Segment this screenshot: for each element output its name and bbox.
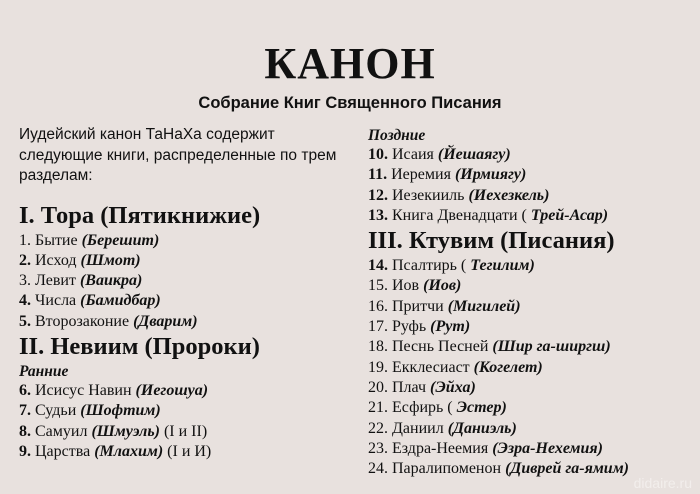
book-name: Иезекииль (392, 186, 469, 204)
book-hebrew-name: (Шофтим) (80, 402, 161, 420)
book-number: 7. (19, 402, 31, 420)
book-number: 8. (19, 422, 31, 440)
book-name: Судьи (35, 402, 81, 420)
book-number: 22. (368, 419, 388, 437)
book-item (368, 297, 688, 317)
book-name: Книга Двенадцати ( (392, 206, 531, 224)
book-item (19, 231, 349, 251)
book-item (19, 381, 349, 401)
left-column (19, 125, 349, 462)
book-name: Левит (35, 272, 80, 290)
book-number: 16. (368, 297, 388, 315)
book-hebrew-name: Эстер) (456, 399, 507, 417)
late-prophets-list (368, 145, 688, 226)
book-number: 12. (368, 186, 388, 204)
book-item (368, 206, 688, 226)
book-name: Песнь Песней (392, 338, 493, 356)
book-item (19, 291, 349, 311)
book-number: 6. (19, 381, 31, 399)
book-name: Исисус Навин (35, 381, 136, 399)
book-number: 19. (368, 358, 388, 376)
book-name: Плач (392, 378, 431, 396)
book-item (368, 419, 688, 439)
book-hebrew-name: (Шмуэль) (91, 422, 160, 440)
book-item (19, 442, 349, 462)
book-number: 21. (368, 399, 388, 417)
book-hebrew-name: (Млахим) (94, 442, 164, 460)
book-parts: (I и И) (163, 442, 212, 460)
book-hebrew-name: (Иехезкель) (468, 186, 550, 204)
book-item (368, 317, 688, 337)
book-number: 9. (19, 442, 31, 460)
book-name: Второзаконие (35, 312, 134, 330)
book-hebrew-name: (Рут) (430, 318, 471, 336)
book-item (368, 358, 688, 378)
book-name: Бытие (35, 231, 82, 249)
torah-list (19, 231, 349, 332)
book-hebrew-name: (Иегошуа) (135, 381, 209, 399)
book-item (19, 271, 349, 291)
book-name: Ездра-Неемия (392, 439, 493, 457)
book-hebrew-name: (Диврей га-ямим) (505, 460, 629, 478)
torah-heading: I. Тора (Пятикнижие) (19, 201, 261, 229)
early-prophets-label: Ранние (19, 362, 69, 380)
book-item (19, 312, 349, 332)
book-item (368, 378, 688, 398)
book-number: 1. (19, 231, 31, 249)
book-item (368, 186, 688, 206)
book-number: 11. (368, 166, 388, 184)
early-prophets-list (19, 381, 349, 462)
book-item (368, 398, 688, 418)
book-hebrew-name: (Эзра-Нехемия) (492, 439, 603, 457)
book-name: Екклесиаст (392, 358, 474, 376)
book-number: 13. (368, 206, 388, 224)
book-item (368, 337, 688, 357)
book-hebrew-name: (Даниэль) (447, 419, 517, 437)
watermark: didaire.ru (633, 475, 692, 491)
book-hebrew-name: (Бамидбар) (80, 292, 161, 310)
book-name: Паралипоменон (392, 460, 506, 478)
book-item (19, 251, 349, 271)
book-hebrew-name: (Ирмиягу) (454, 166, 527, 184)
book-number: 17. (368, 318, 388, 336)
book-name: Иеремия (391, 166, 455, 184)
book-hebrew-name: (Йешаягу) (437, 146, 511, 163)
book-number: 20. (368, 378, 388, 396)
book-hebrew-name: (Шмот) (80, 251, 141, 269)
book-name: Числа (35, 292, 81, 310)
book-name: Самуил (35, 422, 92, 440)
book-hebrew-name: (Эйха) (430, 378, 476, 396)
book-number: 10. (368, 146, 388, 163)
book-number: 3. (19, 272, 31, 290)
book-hebrew-name: Трей-Асар) (530, 206, 609, 224)
book-item (368, 256, 688, 276)
book-number: 2. (19, 251, 31, 269)
book-number: 24. (368, 460, 388, 478)
book-name: Руфь (392, 318, 431, 336)
ketuvim-list (368, 256, 688, 479)
book-item (368, 276, 688, 296)
book-hebrew-name: (Ваикра) (79, 272, 143, 290)
late-prophets-label: Поздние (368, 127, 426, 144)
book-item (19, 401, 349, 421)
book-number: 14. (368, 257, 388, 275)
book-item (368, 145, 688, 165)
book-name: Притчи (392, 297, 448, 315)
book-name: Исаия (392, 146, 438, 163)
book-name: Иов (392, 277, 424, 295)
book-number: 4. (19, 292, 31, 310)
right-column (368, 126, 688, 479)
ketuvim-heading: III. Ктувим (Писания) (368, 227, 615, 255)
book-name: Исход (35, 251, 81, 269)
intro-text: Иудейский канон ТаНаХа содержит следующие книги, распределенные по трем разделам: (19, 126, 337, 184)
book-hebrew-name: (Дварим) (133, 312, 198, 330)
book-hebrew-name: (Берешит) (81, 231, 160, 249)
book-name: Псалтирь ( (392, 257, 471, 275)
page-subtitle: Собрание Книг Священного Писания (198, 94, 502, 112)
book-number: 15. (368, 277, 388, 295)
neviim-heading: II. Невиим (Пророки) (19, 332, 260, 360)
book-hebrew-name: (Иов) (423, 277, 462, 295)
book-name: Есфирь ( (392, 399, 457, 417)
book-item (368, 439, 688, 459)
book-hebrew-name: (Мигилей) (447, 297, 521, 315)
book-number: 18. (368, 338, 388, 356)
book-item (19, 422, 349, 442)
page-title: КАНОН (264, 39, 436, 88)
book-hebrew-name: (Когелет) (473, 358, 543, 376)
book-name: Даниил (392, 419, 448, 437)
book-parts: (I и II) (159, 422, 208, 440)
book-hebrew-name: (Шир га-ширгш) (492, 338, 611, 356)
book-number: 23. (368, 439, 388, 457)
book-hebrew-name: Тегилим) (470, 257, 535, 275)
book-name: Царства (35, 442, 95, 460)
book-number: 5. (19, 312, 31, 330)
book-item (368, 165, 688, 185)
